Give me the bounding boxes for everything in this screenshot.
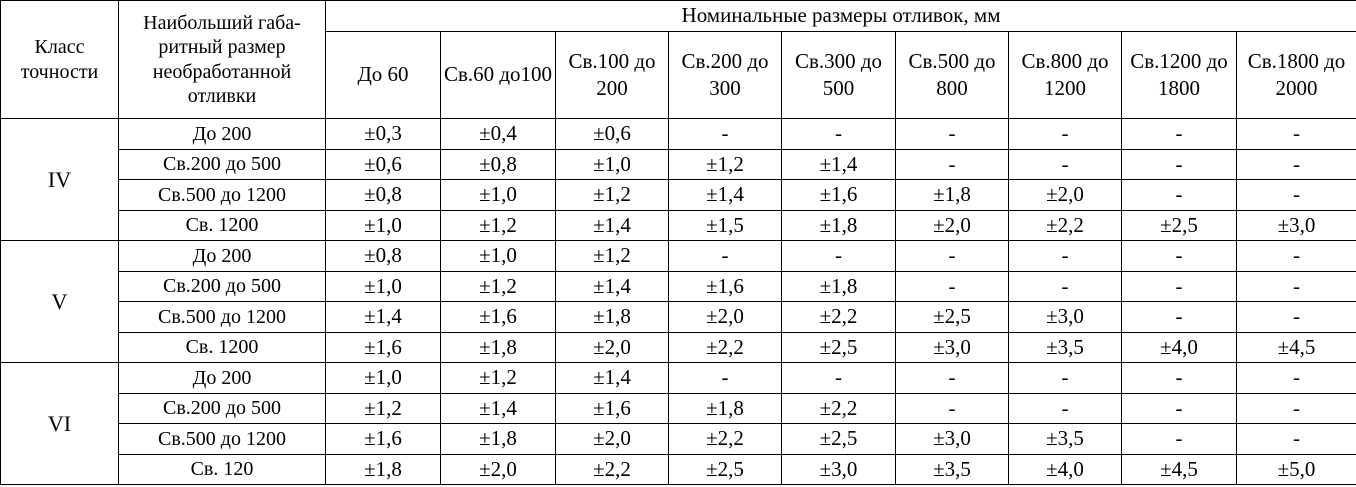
tolerance-value-cell: - <box>896 393 1009 424</box>
tolerance-value-cell: ±1,2 <box>669 149 782 180</box>
tolerance-value-cell: - <box>1009 119 1122 150</box>
tolerance-value-cell: ±0,8 <box>441 149 556 180</box>
tolerance-value-cell: ±1,8 <box>782 271 896 302</box>
table-row <box>1 302 1356 333</box>
tolerance-value-cell: - <box>1122 302 1237 333</box>
table-row <box>1 149 1356 180</box>
tolerance-value-cell: ±1,4 <box>556 271 669 302</box>
tolerance-value-cell: - <box>1237 393 1356 424</box>
table-row <box>1 210 1356 241</box>
tolerance-value-cell: - <box>782 241 896 272</box>
tolerance-value-cell: ±4,0 <box>1122 332 1237 363</box>
tolerance-value-cell: ±1,8 <box>782 210 896 241</box>
tolerance-value-cell: ±2,0 <box>1009 180 1122 211</box>
tolerance-value-cell: - <box>1237 180 1356 211</box>
column-header: Св.60 до100 <box>441 32 556 119</box>
tolerance-value-cell: ±2,5 <box>782 424 896 455</box>
tolerance-value-cell: ±1,0 <box>326 210 441 241</box>
tolerance-value-cell: ±0,3 <box>326 119 441 150</box>
tolerance-value-cell: - <box>1009 393 1122 424</box>
tolerance-value-cell: ±2,0 <box>896 210 1009 241</box>
tolerance-value-cell: ±1,2 <box>556 180 669 211</box>
tolerance-value-cell: ±0,4 <box>441 119 556 150</box>
tolerance-value-cell: ±1,8 <box>669 393 782 424</box>
tolerance-value-cell: ±1,5 <box>669 210 782 241</box>
tolerance-value-cell: ±2,2 <box>669 424 782 455</box>
tolerance-value-cell: - <box>782 363 896 394</box>
tolerance-value-cell: - <box>782 119 896 150</box>
tolerance-value-cell: - <box>1122 271 1237 302</box>
tolerance-value-cell: ±1,4 <box>556 210 669 241</box>
size-range-cell: Св.500 до 1200 <box>119 302 326 333</box>
tolerance-value-cell: - <box>1237 241 1356 272</box>
tolerance-value-cell: ±1,0 <box>326 363 441 394</box>
tolerance-value-cell: ±4,0 <box>1009 454 1122 485</box>
tolerance-value-cell: ±2,5 <box>1122 210 1237 241</box>
tolerance-value-cell: ±0,8 <box>326 241 441 272</box>
tolerance-value-cell: ±3,0 <box>782 454 896 485</box>
header-nominal-sizes: Номинальные размеры отливок, мм <box>326 1 1356 32</box>
tolerance-value-cell: - <box>1237 363 1356 394</box>
tolerance-value-cell: ±2,5 <box>896 302 1009 333</box>
tolerance-value-cell: ±3,5 <box>1009 424 1122 455</box>
tolerance-value-cell: ±2,2 <box>1009 210 1122 241</box>
header-class: Класс точности <box>1 1 119 119</box>
tolerance-value-cell: ±1,2 <box>441 210 556 241</box>
table-row <box>1 241 1356 272</box>
tolerance-value-cell: ±2,0 <box>556 332 669 363</box>
column-header: Св.100 до 200 <box>556 32 669 119</box>
table-row <box>1 271 1356 302</box>
tolerance-value-cell: ±1,8 <box>896 180 1009 211</box>
tolerance-value-cell: ±5,0 <box>1237 454 1356 485</box>
tolerance-value-cell: ±1,0 <box>556 149 669 180</box>
tolerance-value-cell: - <box>896 119 1009 150</box>
tolerance-value-cell: - <box>1237 424 1356 455</box>
tolerance-value-cell: - <box>1122 149 1237 180</box>
tolerance-value-cell: - <box>896 241 1009 272</box>
tolerance-value-cell: ±2,0 <box>441 454 556 485</box>
tolerance-value-cell: ±1,0 <box>441 180 556 211</box>
table-row <box>1 454 1356 485</box>
tolerance-value-cell: ±0,6 <box>556 119 669 150</box>
tolerance-value-cell: ±2,2 <box>556 454 669 485</box>
table-row <box>1 363 1356 394</box>
tolerance-value-cell: ±1,4 <box>782 149 896 180</box>
tolerance-value-cell: - <box>1009 363 1122 394</box>
tolerance-value-cell: - <box>1122 393 1237 424</box>
size-range-cell: До 200 <box>119 363 326 394</box>
tolerance-value-cell: - <box>669 119 782 150</box>
table-row <box>1 393 1356 424</box>
tolerance-value-cell: - <box>1122 363 1237 394</box>
tolerance-value-cell: - <box>1122 241 1237 272</box>
tolerance-value-cell: ±1,6 <box>326 424 441 455</box>
tolerance-value-cell: - <box>1122 180 1237 211</box>
tolerance-value-cell: ±2,5 <box>782 332 896 363</box>
tolerance-value-cell: ±0,8 <box>326 180 441 211</box>
tolerance-value-cell: ±2,5 <box>669 454 782 485</box>
tolerance-value-cell: ±1,4 <box>326 302 441 333</box>
size-range-cell: Св.200 до 500 <box>119 271 326 302</box>
tolerance-value-cell: ±1,4 <box>556 363 669 394</box>
size-range-cell: Св.200 до 500 <box>119 393 326 424</box>
tolerance-value-cell: - <box>1009 271 1122 302</box>
tolerance-value-cell: ±1,2 <box>441 271 556 302</box>
size-range-cell: Св.200 до 500 <box>119 149 326 180</box>
tolerance-value-cell: - <box>896 149 1009 180</box>
tolerance-value-cell: ±2,0 <box>669 302 782 333</box>
size-range-cell: Св.500 до 1200 <box>119 424 326 455</box>
tolerance-value-cell: ±2,2 <box>782 302 896 333</box>
header-size: Наибольший габа-ритный размер необработанной отливки <box>119 1 326 119</box>
tolerance-value-cell: ±1,8 <box>326 454 441 485</box>
tolerance-value-cell: ±1,0 <box>326 271 441 302</box>
table-body <box>1 119 1356 485</box>
column-header: Св.1200 до 1800 <box>1122 32 1237 119</box>
tolerance-value-cell: ±2,0 <box>556 424 669 455</box>
tolerance-value-cell: ±3,5 <box>1009 332 1122 363</box>
tolerance-value-cell: ±1,2 <box>326 393 441 424</box>
table-row <box>1 332 1356 363</box>
tolerance-value-cell: ±1,4 <box>441 393 556 424</box>
accuracy-class-cell: IV <box>1 119 119 241</box>
column-header: Св.500 до 800 <box>896 32 1009 119</box>
table-row <box>1 119 1356 150</box>
tolerance-value-cell: - <box>669 363 782 394</box>
tolerance-value-cell: ±4,5 <box>1122 454 1237 485</box>
tolerance-value-cell: ±1,6 <box>441 302 556 333</box>
tolerance-value-cell: - <box>1009 241 1122 272</box>
tolerance-value-cell: ±1,6 <box>326 332 441 363</box>
tolerance-value-cell: - <box>1237 271 1356 302</box>
tolerance-value-cell: - <box>896 271 1009 302</box>
tolerance-value-cell: ±1,8 <box>441 332 556 363</box>
tolerance-value-cell: - <box>1237 149 1356 180</box>
tolerance-value-cell: ±1,6 <box>669 271 782 302</box>
tolerance-value-cell: ±2,2 <box>669 332 782 363</box>
tolerance-value-cell: ±1,0 <box>441 241 556 272</box>
tolerance-value-cell: ±2,2 <box>782 393 896 424</box>
tolerance-value-cell: ±3,0 <box>1237 210 1356 241</box>
tolerance-value-cell: ±3,0 <box>896 332 1009 363</box>
size-range-cell: До 200 <box>119 241 326 272</box>
tolerance-value-cell: ±1,2 <box>441 363 556 394</box>
tolerance-value-cell: - <box>896 363 1009 394</box>
tolerance-value-cell: ±1,6 <box>782 180 896 211</box>
accuracy-class-cell: VI <box>1 363 119 485</box>
tolerance-value-cell: - <box>1122 119 1237 150</box>
tolerance-value-cell: - <box>1122 424 1237 455</box>
tolerance-value-cell: ±3,0 <box>896 424 1009 455</box>
accuracy-class-cell: V <box>1 241 119 363</box>
size-range-cell: Св. 120 <box>119 454 326 485</box>
tolerance-value-cell: ±4,5 <box>1237 332 1356 363</box>
column-header: До 60 <box>326 32 441 119</box>
size-range-cell: Св. 1200 <box>119 210 326 241</box>
tolerance-value-cell: ±1,8 <box>556 302 669 333</box>
tolerance-value-cell: - <box>669 241 782 272</box>
column-header: Св.200 до 300 <box>669 32 782 119</box>
tolerance-value-cell: ±1,6 <box>556 393 669 424</box>
size-range-cell: До 200 <box>119 119 326 150</box>
size-range-cell: Св. 1200 <box>119 332 326 363</box>
tolerance-value-cell: - <box>1237 119 1356 150</box>
tolerance-value-cell: - <box>1237 302 1356 333</box>
table-row <box>1 180 1356 211</box>
column-header: Св.300 до 500 <box>782 32 896 119</box>
tolerance-value-cell: ±0,6 <box>326 149 441 180</box>
tolerance-value-cell: ±1,4 <box>669 180 782 211</box>
tolerance-value-cell: ±3,0 <box>1009 302 1122 333</box>
tolerance-value-cell: - <box>1009 149 1122 180</box>
tolerance-value-cell: ±3,5 <box>896 454 1009 485</box>
column-header: Св.800 до 1200 <box>1009 32 1122 119</box>
table-row <box>1 424 1356 455</box>
tolerance-value-cell: ±1,2 <box>556 241 669 272</box>
column-header: Св.1800 до 2000 <box>1237 32 1356 119</box>
tolerance-value-cell: ±1,8 <box>441 424 556 455</box>
size-range-cell: Св.500 до 1200 <box>119 180 326 211</box>
